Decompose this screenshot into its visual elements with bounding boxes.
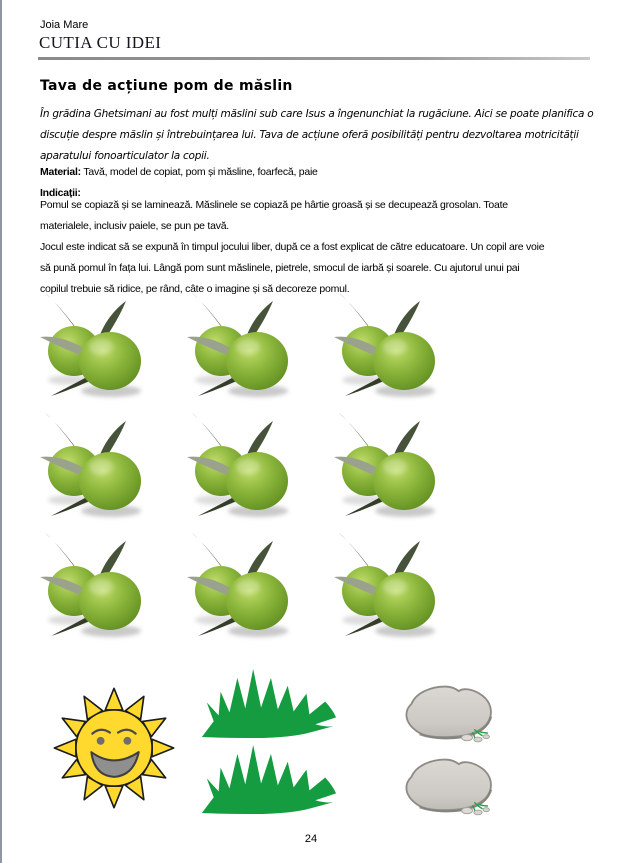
text-line: aparatului fonoarticulator la copii. [40, 150, 210, 162]
olive-image [185, 288, 295, 407]
olive-image [185, 408, 295, 527]
text-line: Pomul se copiază și se laminează. Măslinele se copiază pe hârtie groasă și se decupează grosolan. Toate [40, 199, 508, 211]
text-line: discuție despre măslin și întrebuințarea lui. Tava de acțiune oferă posibilități pentru dezvoltarea motricității [40, 129, 579, 141]
body-paragraphs [40, 195, 544, 300]
grass-image [193, 742, 339, 817]
text-line: În grădina Ghetsimani au fost mulți măslini sub care Isus a îngenunchiat la rugăciune. Aici se poate planifica o [40, 108, 594, 120]
title-rule [38, 57, 590, 60]
stone-image [394, 755, 500, 817]
material-value: Tavă, model de copiat, pom și măsline, foarfecă, paie [80, 166, 318, 178]
intro-paragraph [40, 104, 593, 167]
text-line: copilul trebuie să ridice, pe rând, câte o imagine și să decoreze pomul. [40, 283, 350, 295]
document-title: CUTIA CU IDEI [39, 33, 162, 52]
material-label: Material: [40, 166, 81, 178]
page-number: 24 [304, 833, 318, 845]
text-line: să pună pomul în fața lui. Lângă pom sunt măslinele, pietrele, smocul de iarbă și soarele. Cu ajutorul unui pai [40, 262, 520, 274]
olive-image [38, 528, 148, 647]
text-line [40, 162, 318, 183]
olive-image [185, 528, 295, 647]
olive-image [332, 288, 442, 407]
page-footer [2, 833, 618, 845]
olive-grid [38, 288, 442, 647]
olive-image [38, 408, 148, 527]
article-title: Tava de acțiune pom de măslin [40, 78, 293, 94]
olive-image [38, 288, 148, 407]
stone-image [394, 682, 500, 744]
grass-image [193, 666, 339, 741]
text-line: Jocul este indicat să se expună în timpul jocului liber, după ce a fost explicat de către educatoare. Un copil are voie [40, 241, 545, 253]
grass-group [193, 666, 339, 817]
material-line [40, 162, 318, 183]
text-line: materialele, inclusiv paiele, se pun pe tavă. [40, 220, 229, 232]
text-line: Indicații: [40, 187, 81, 199]
sun-image [52, 676, 176, 823]
olive-image [332, 408, 442, 527]
header-kicker: Joia Mare [40, 19, 89, 31]
olive-image [332, 528, 442, 647]
stone-group [394, 682, 500, 817]
